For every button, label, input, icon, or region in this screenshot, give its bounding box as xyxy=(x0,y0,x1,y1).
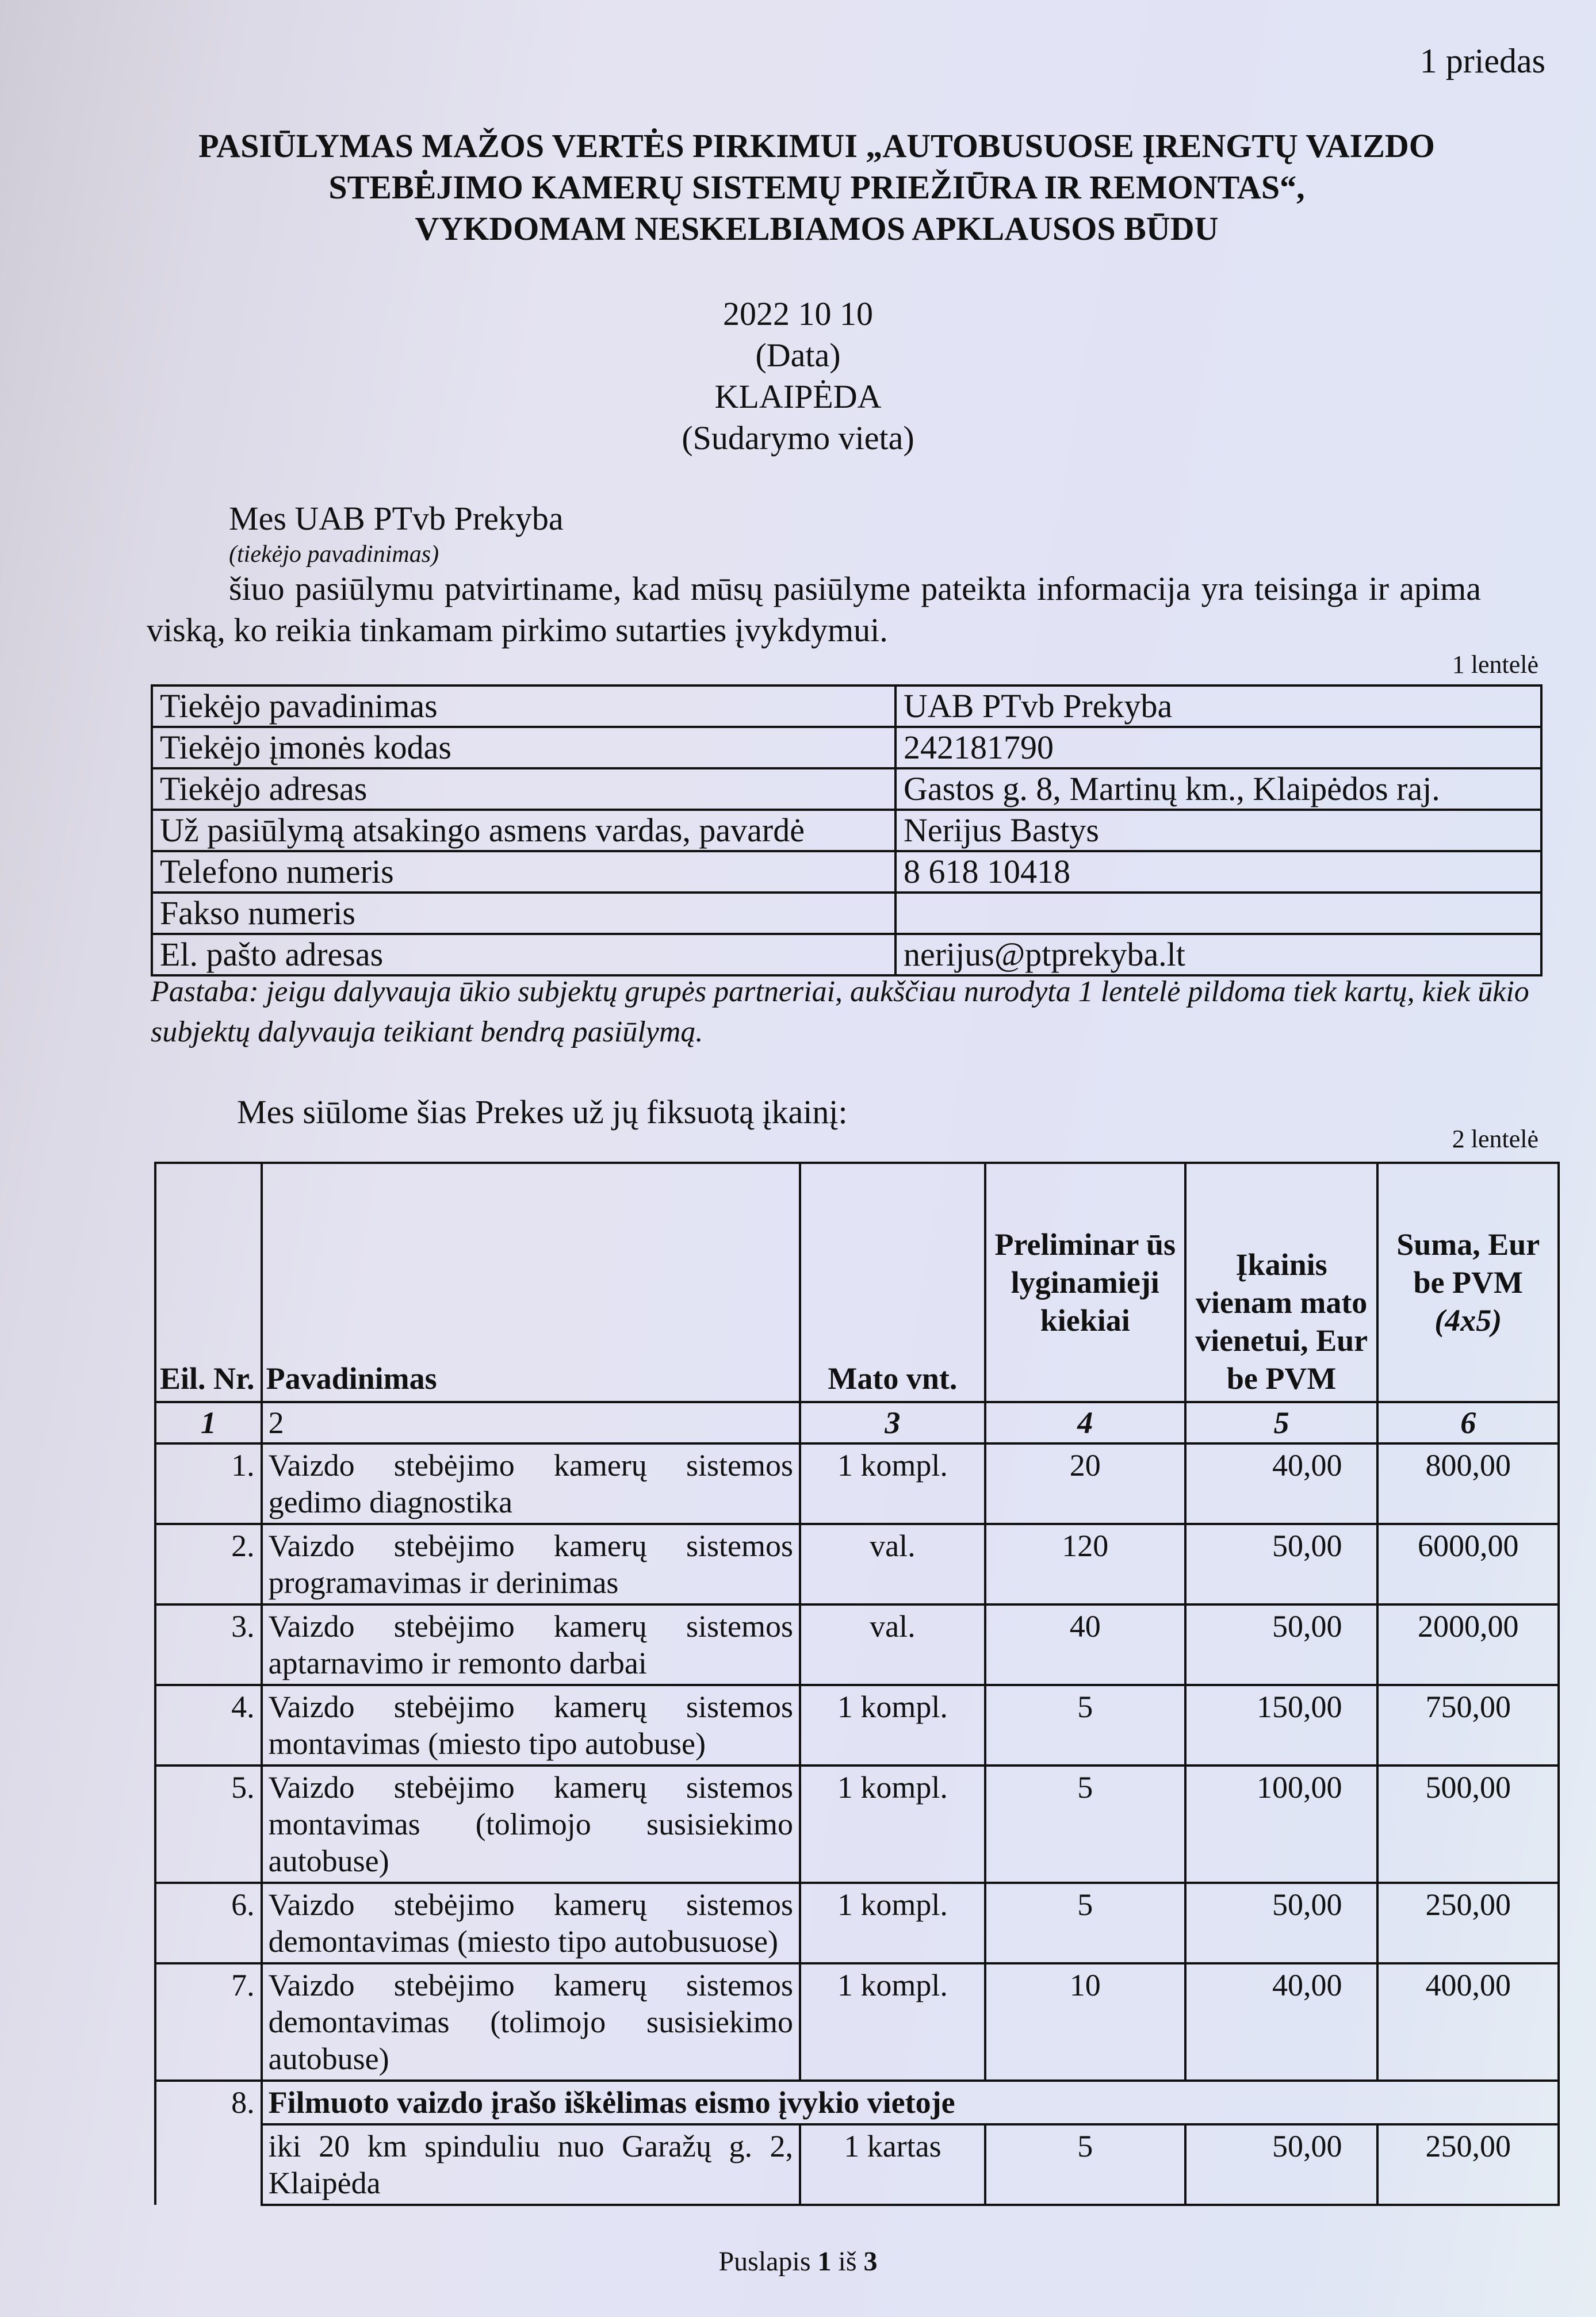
row-name: Vaizdo stebėjimo kamerų sistemos demontavimas (tolimojo susisiekimo autobuse) xyxy=(262,1963,800,2081)
colnum: 2 xyxy=(262,1402,800,1443)
table-row xyxy=(152,727,1541,768)
row-sum: 800,00 xyxy=(1377,1443,1559,1524)
supplier-info-table xyxy=(151,684,1543,976)
price-table xyxy=(154,1162,1560,2206)
header-nr: Eil. Nr. xyxy=(155,1163,262,1402)
row-name: iki 20 km spinduliu nuo Garažų g. 2, Klaipėda xyxy=(262,2124,800,2205)
row-sum: 750,00 xyxy=(1377,1685,1559,1765)
row-qty: 5 xyxy=(985,1765,1185,1883)
row-qty: 40 xyxy=(985,1604,1185,1685)
annex-label: 1 priedas xyxy=(1419,42,1545,80)
supplier-line: Mes UAB PTvb Prekyba xyxy=(229,500,564,537)
table-row xyxy=(155,1524,1559,1604)
title-line-1: PASIŪLYMAS MAŽOS VERTĖS PIRKIMUI „AUTOBUSUOSE ĮRENGTŲ VAIZDO xyxy=(198,127,1435,164)
row-qty: 5 xyxy=(985,1685,1185,1765)
row-price: 40,00 xyxy=(1185,1443,1378,1524)
table-row xyxy=(155,1963,1559,2081)
row-sum: 400,00 xyxy=(1377,1963,1559,2081)
header-unit-price: Įkainis vienam mato vienetui, Eur be PVM xyxy=(1185,1163,1378,1402)
table-row xyxy=(155,1443,1559,1524)
page-footer xyxy=(0,2246,1596,2277)
row-sum: 250,00 xyxy=(1377,2124,1559,2205)
table-row xyxy=(155,1883,1559,1963)
table2-label: 2 lentelė xyxy=(1452,1125,1538,1153)
row-name: Vaizdo stebėjimo kamerų sistemos montavimas (tolimojo susisiekimo autobuse) xyxy=(262,1765,800,1883)
table-row xyxy=(152,810,1541,851)
row-nr: 1. xyxy=(155,1443,262,1524)
column-number-row xyxy=(155,1402,1559,1443)
colnum: 6 xyxy=(1377,1402,1559,1443)
header-quantity: Preliminar ūs lyginamieji kiekiai xyxy=(985,1163,1185,1402)
table-row xyxy=(152,934,1541,975)
table-row xyxy=(152,768,1541,810)
row-nr: 4. xyxy=(155,1685,262,1765)
row-value: Gastos g. 8, Martinų km., Klaipėdos raj. xyxy=(895,768,1541,810)
row-price: 50,00 xyxy=(1185,1524,1378,1604)
offer-intro: Mes siūlome šias Prekes už jų fiksuotą įkainį: xyxy=(237,1093,848,1131)
colnum: 3 xyxy=(800,1402,985,1443)
row-qty: 120 xyxy=(985,1524,1185,1604)
row-value xyxy=(895,893,1541,934)
row-key: Fakso numeris xyxy=(152,893,895,934)
table-row xyxy=(152,685,1541,727)
row-price: 50,00 xyxy=(1185,1604,1378,1685)
row-price: 100,00 xyxy=(1185,1765,1378,1883)
supplier-caption: (tiekėjo pavadinimas) xyxy=(229,541,439,568)
group-row-8 xyxy=(155,2081,1559,2124)
row-qty: 5 xyxy=(985,2124,1185,2205)
row-nr: 3. xyxy=(155,1604,262,1685)
note-paragraph: Pastaba: jeigu dalyvauja ūkio subjektų grupės partneriai, aukščiau nurodyta 1 lentelė pildoma tiek kartų, kiek ūkio subjektų dalyvauja teikiant bendrą pasiūlymą. xyxy=(151,975,1529,1048)
row-unit: 1 kompl. xyxy=(800,1765,985,1883)
row-unit: 1 kompl. xyxy=(800,1883,985,1963)
colnum: 4 xyxy=(985,1402,1185,1443)
footer-of: iš xyxy=(838,2246,857,2277)
row-qty: 10 xyxy=(985,1963,1185,2081)
table-row xyxy=(155,1685,1559,1765)
document-place: KLAIPĖDA xyxy=(714,378,882,415)
document-date: 2022 10 10 xyxy=(723,295,873,332)
row-sum: 250,00 xyxy=(1377,1883,1559,1963)
row-value: 242181790 xyxy=(895,727,1541,768)
table-row xyxy=(152,893,1541,934)
row-unit: 1 kompl. xyxy=(800,1963,985,2081)
row-name: Vaizdo stebėjimo kamerų sistemos gedimo diagnostika xyxy=(262,1443,800,1524)
colnum: 5 xyxy=(1185,1402,1378,1443)
title-line-3: VYKDOMAM NESKELBIAMOS APKLAUSOS BŪDU xyxy=(415,210,1219,247)
row-nr: 8. xyxy=(155,2081,262,2205)
row-nr: 2. xyxy=(155,1524,262,1604)
row-key: Už pasiūlymą atsakingo asmens vardas, pavardė xyxy=(152,810,895,851)
table-row xyxy=(152,851,1541,893)
row-name: Vaizdo stebėjimo kamerų sistemos aptarnavimo ir remonto darbai xyxy=(262,1604,800,1685)
header-sum-formula: (4x5) xyxy=(1434,1303,1502,1338)
row-price: 150,00 xyxy=(1185,1685,1378,1765)
row-key: Tiekėjo pavadinimas xyxy=(152,685,895,727)
row-sum: 6000,00 xyxy=(1377,1524,1559,1604)
row-key: Telefono numeris xyxy=(152,851,895,893)
footer-prefix: Puslapis xyxy=(718,2246,811,2277)
table-row xyxy=(155,2124,1559,2205)
header-sum xyxy=(1377,1163,1559,1402)
row-price: 50,00 xyxy=(1185,2124,1378,2205)
row-unit: val. xyxy=(800,1604,985,1685)
row-sum: 2000,00 xyxy=(1377,1604,1559,1685)
row-unit: 1 kompl. xyxy=(800,1443,985,1524)
header-row xyxy=(155,1163,1559,1402)
row-unit: 1 kompl. xyxy=(800,1685,985,1765)
row-unit: val. xyxy=(800,1524,985,1604)
colnum: 1 xyxy=(155,1402,262,1443)
row-key: El. pašto adresas xyxy=(152,934,895,975)
title-line-2: STEBĖJIMO KAMERŲ SISTEMŲ PRIEŽIŪRA IR REMONTAS“, xyxy=(328,168,1305,206)
footer-total: 3 xyxy=(863,2246,878,2277)
row-qty: 20 xyxy=(985,1443,1185,1524)
row-key: Tiekėjo įmonės kodas xyxy=(152,727,895,768)
table-row xyxy=(155,1604,1559,1685)
header-sum-label: Suma, Eur be PVM xyxy=(1396,1227,1540,1300)
row-unit: 1 kartas xyxy=(800,2124,985,2205)
row-name: Vaizdo stebėjimo kamerų sistemos demontavimas (miesto tipo autobusuose) xyxy=(262,1883,800,1963)
row-nr: 5. xyxy=(155,1765,262,1883)
row-price: 50,00 xyxy=(1185,1883,1378,1963)
table1-label: 1 lentelė xyxy=(1452,650,1538,679)
table-row xyxy=(155,1765,1559,1883)
row-nr: 6. xyxy=(155,1883,262,1963)
row-value: UAB PTvb Prekyba xyxy=(895,685,1541,727)
row-key: Tiekėjo adresas xyxy=(152,768,895,810)
row-name: Vaizdo stebėjimo kamerų sistemos montavimas (miesto tipo autobuse) xyxy=(262,1685,800,1765)
row-price: 40,00 xyxy=(1185,1963,1378,2081)
row-value: nerijus@ptprekyba.lt xyxy=(895,934,1541,975)
row-qty: 5 xyxy=(985,1883,1185,1963)
footer-page: 1 xyxy=(817,2246,832,2277)
row-name: Vaizdo stebėjimo kamerų sistemos programavimas ir derinimas xyxy=(262,1524,800,1604)
row-nr: 7. xyxy=(155,1963,262,2081)
header-unit: Mato vnt. xyxy=(800,1163,985,1402)
confirmation-paragraph: šiuo pasiūlymu patvirtiname, kad mūsų pasiūlyme pateikta informacija yra teisinga ir apima viską, ko reikia tinkamam pirkimo sutarties įvykdymui. xyxy=(147,570,1481,649)
row-value: 8 618 10418 xyxy=(895,851,1541,893)
place-caption: (Sudarymo vieta) xyxy=(682,419,914,457)
date-place-block xyxy=(0,293,1596,459)
header-name: Pavadinimas xyxy=(262,1163,800,1402)
row-sum: 500,00 xyxy=(1377,1765,1559,1883)
document-title xyxy=(173,125,1461,250)
group-title: Filmuoto vaizdo įrašo iškėlimas eismo įvykio vietoje xyxy=(262,2081,1559,2124)
date-caption: (Data) xyxy=(755,336,841,374)
row-value: Nerijus Bastys xyxy=(895,810,1541,851)
